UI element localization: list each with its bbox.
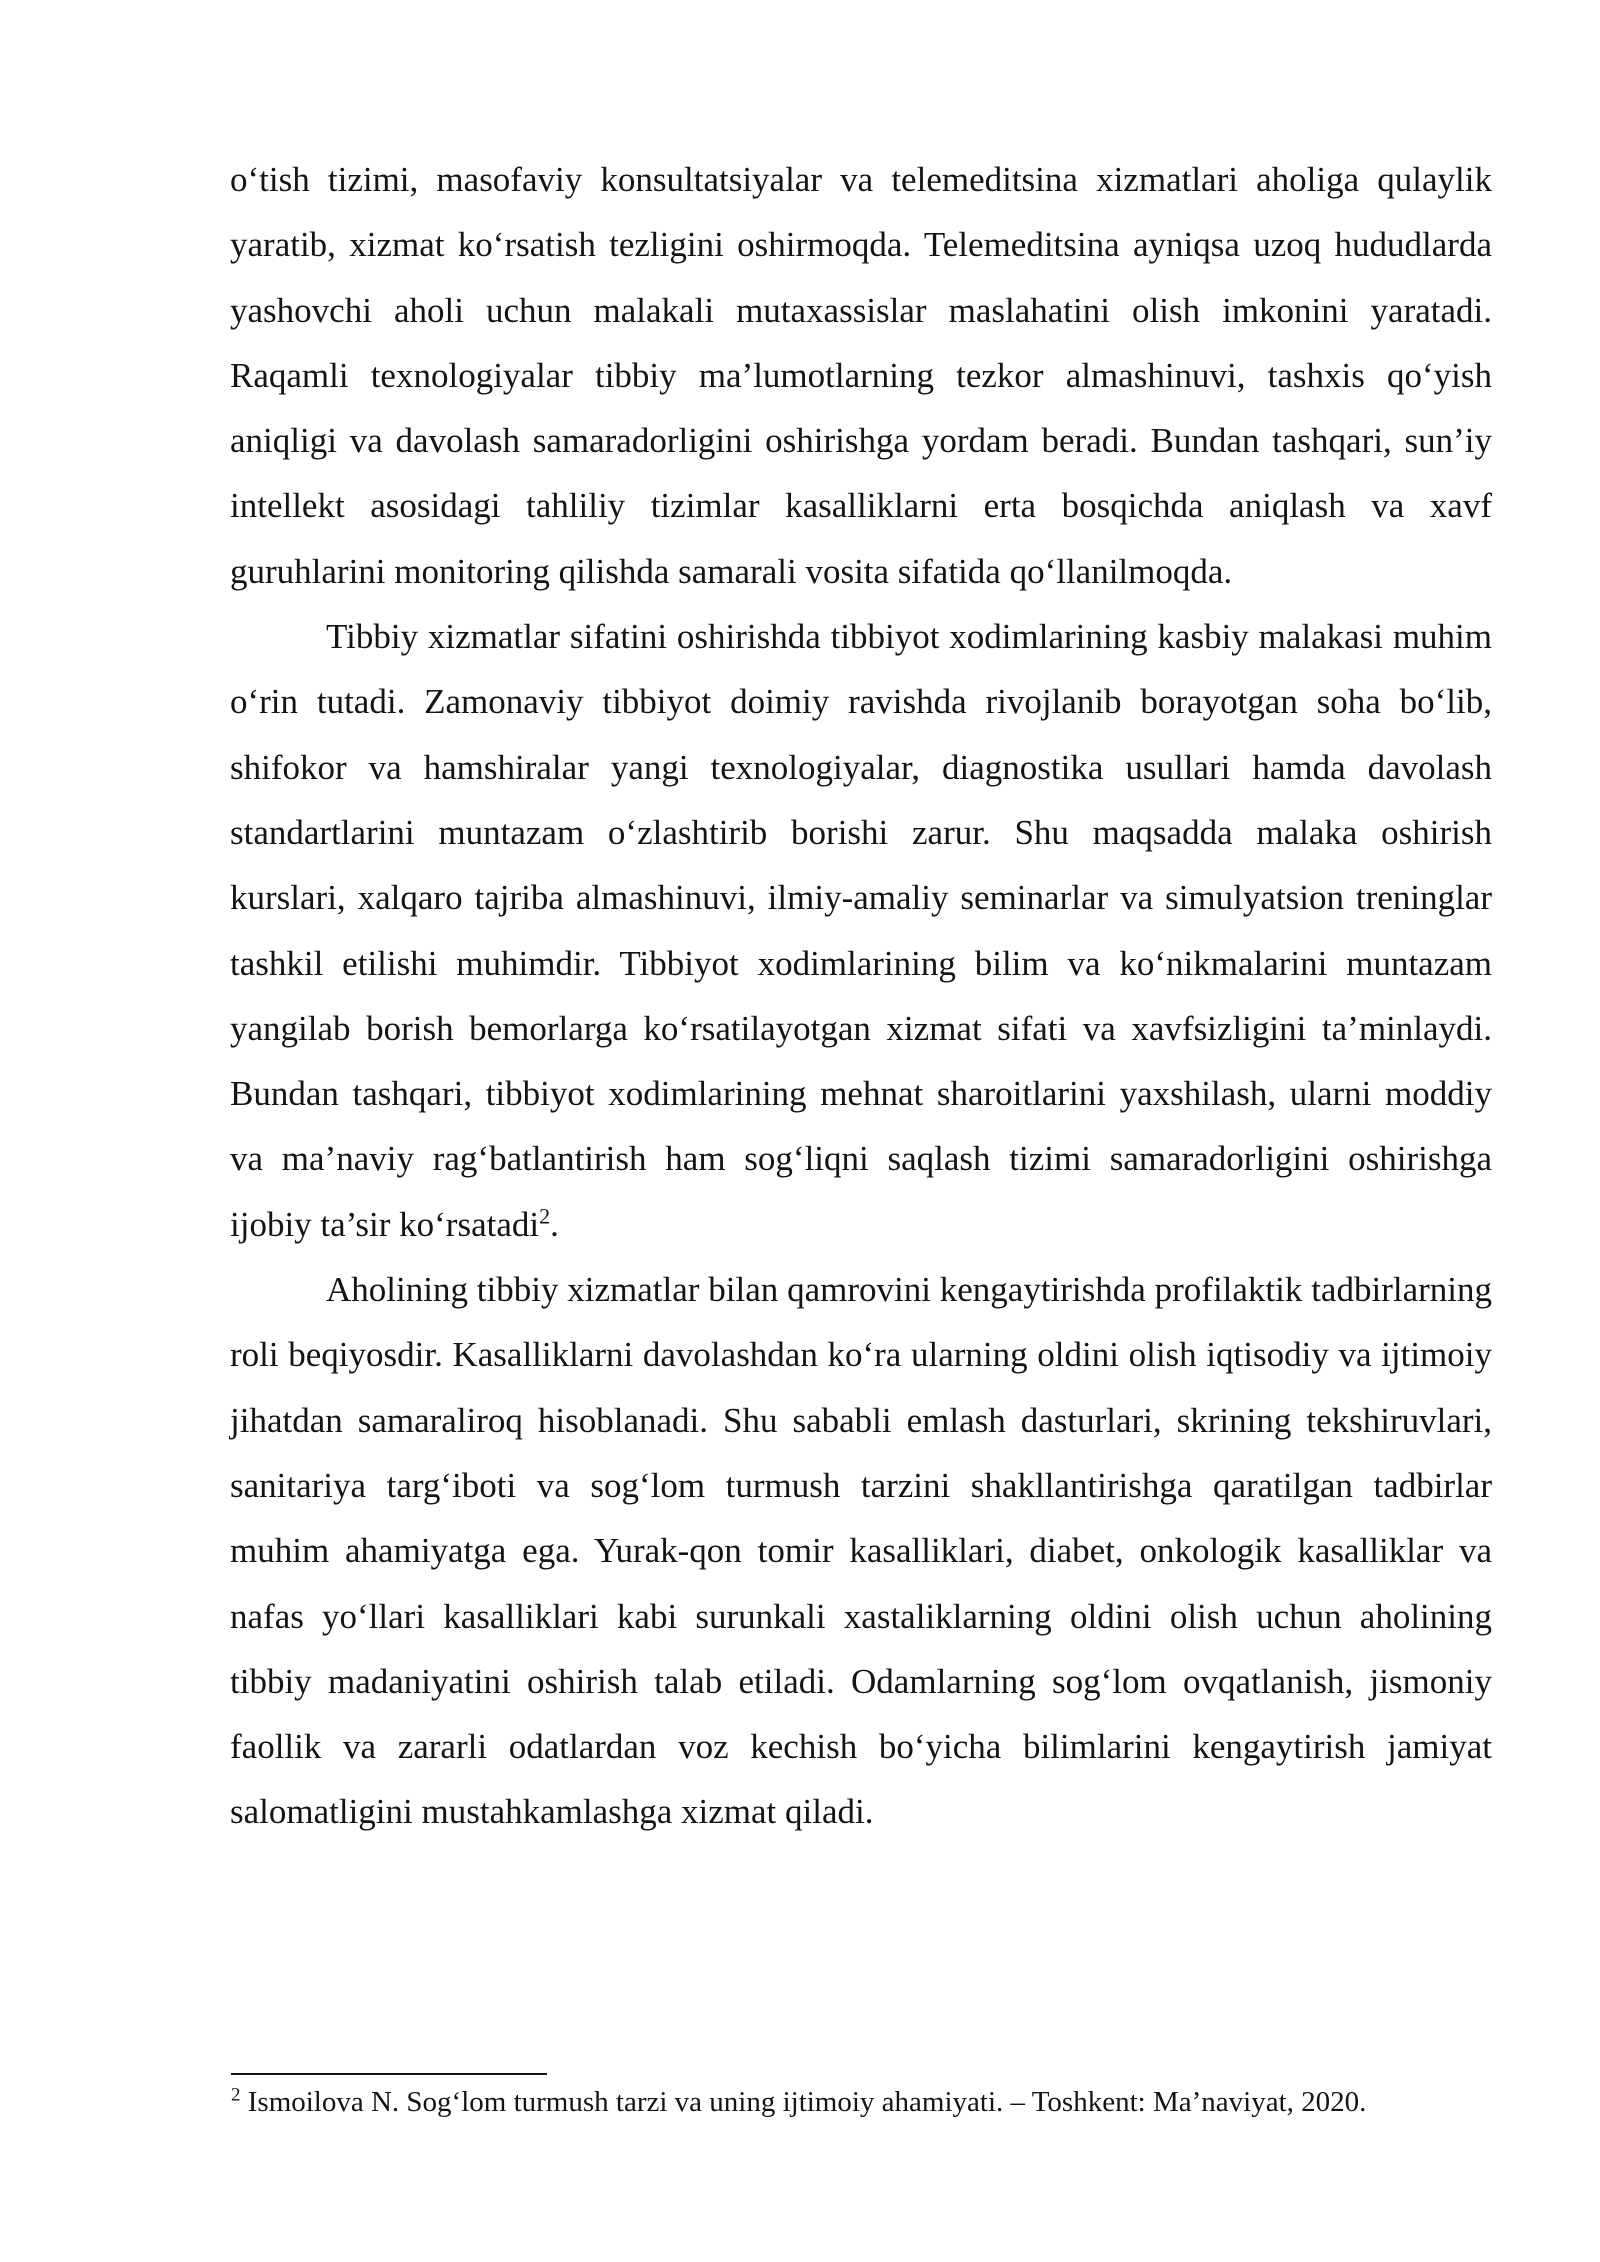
paragraph-1: o‘tish tizimi, masofaviy konsultatsiyalar va telemeditsina xizmatlari aholiga qulaylik yaratib, xizmat ko‘rsatish tezligini oshirmoqda. Telemeditsina ayniqsa uzoq hududlarda yashovchi aholi uchun malakali mutaxassislar maslahatini olish imkonini yaratadi. Raqamli texnologiyalar tibbiy ma’lumotlarning tezkor almashinuvi, tashxis qo‘yish aniqligi va davolash samaradorligini oshirishga yordam beradi. Bundan tashqari, sun’iy intellekt asosidagi tahliliy tizimlar kasalliklarni erta bosqichda aniqlash va xavf guruhlarini monitoring qilishda samarali vosita sifatida qo‘llanilmoqda. (230, 160, 1492, 591)
paragraph-2 (230, 604, 1492, 1257)
footnote-text: Ismoilova N. Sog‘lom turmush tarzi va uning ijtimoiy ahamiyati. – Toshkent: Ma’naviyat, 2020. (240, 2086, 1367, 2118)
paragraph-3: Aholining tibbiy xizmatlar bilan qamrovini kengaytirishda profilaktik tadbirlarning roli beqiyosdir. Kasalliklarni davolashdan ko‘ra ularning oldini olish iqtisodiy va ijtimoiy jihatdan samaraliroq hisoblanadi. Shu sababli emlash dasturlari, skrining tekshiruvlari, sanitariya targ‘iboti va sog‘lom turmush tarzini shakllantirishga qaratilgan tadbirlar muhim ahamiyatga ega. Yurak-qon tomir kasalliklari, diabet, onkologik kasalliklar va nafas yo‘llari kasalliklari kabi surunkali xastaliklarning oldini olish uchun aholining tibbiy madaniyatini oshirish talab etiladi. Odamlarning sog‘lom ovqatlanish, jismoniy faollik va zararli odatlardan voz kechish bo‘yicha bilimlarini kengaytirish jamiyat salomatligini mustahkamlashga xizmat qiladi. (230, 1270, 1492, 1832)
paragraph-2-end: . (550, 1204, 559, 1244)
footnote-separator (231, 2073, 547, 2075)
footnote-reference[interactable]: 2 (539, 1203, 551, 1229)
paragraph-2-text: Tibbiy xizmatlar sifatini oshirishda tibbiyot xodimlarining kasbiy malakasi muhim o‘rin tutadi. Zamonaviy tibbiyot doimiy ravishda rivojlanib borayotgan soha bo‘lib, shifokor va hamshiralar yangi texnologiyalar, diagnostika usullari hamda davolash standartlarini muntazam o‘zlashtirib borishi zarur. Shu maqsadda malaka oshirish kurslari, xalqaro tajriba almashinuvi, ilmiy-amaliy seminarlar va simulyatsion treninglar tashkil etilishi muhimdir. Tibbiyot xodimlarining bilim va ko‘nikmalarini muntazam yangilab borish bemorlarga ko‘rsatilayotgan xizmat sifati va xavfsizligini ta’minlaydi. Bundan tashqari, tibbiyot xodimlarining mehnat sharoitlarini yaxshilash, ularni moddiy va ma’naviy rag‘batlantirish ham sog‘liqni saqlash tizimi samaradorligini oshirishga ijobiy ta’sir ko‘rsatadi (230, 617, 1492, 1244)
main-text (230, 147, 1492, 1845)
footnote (231, 2082, 1493, 2122)
footnote-number: 2 (231, 2084, 241, 2106)
